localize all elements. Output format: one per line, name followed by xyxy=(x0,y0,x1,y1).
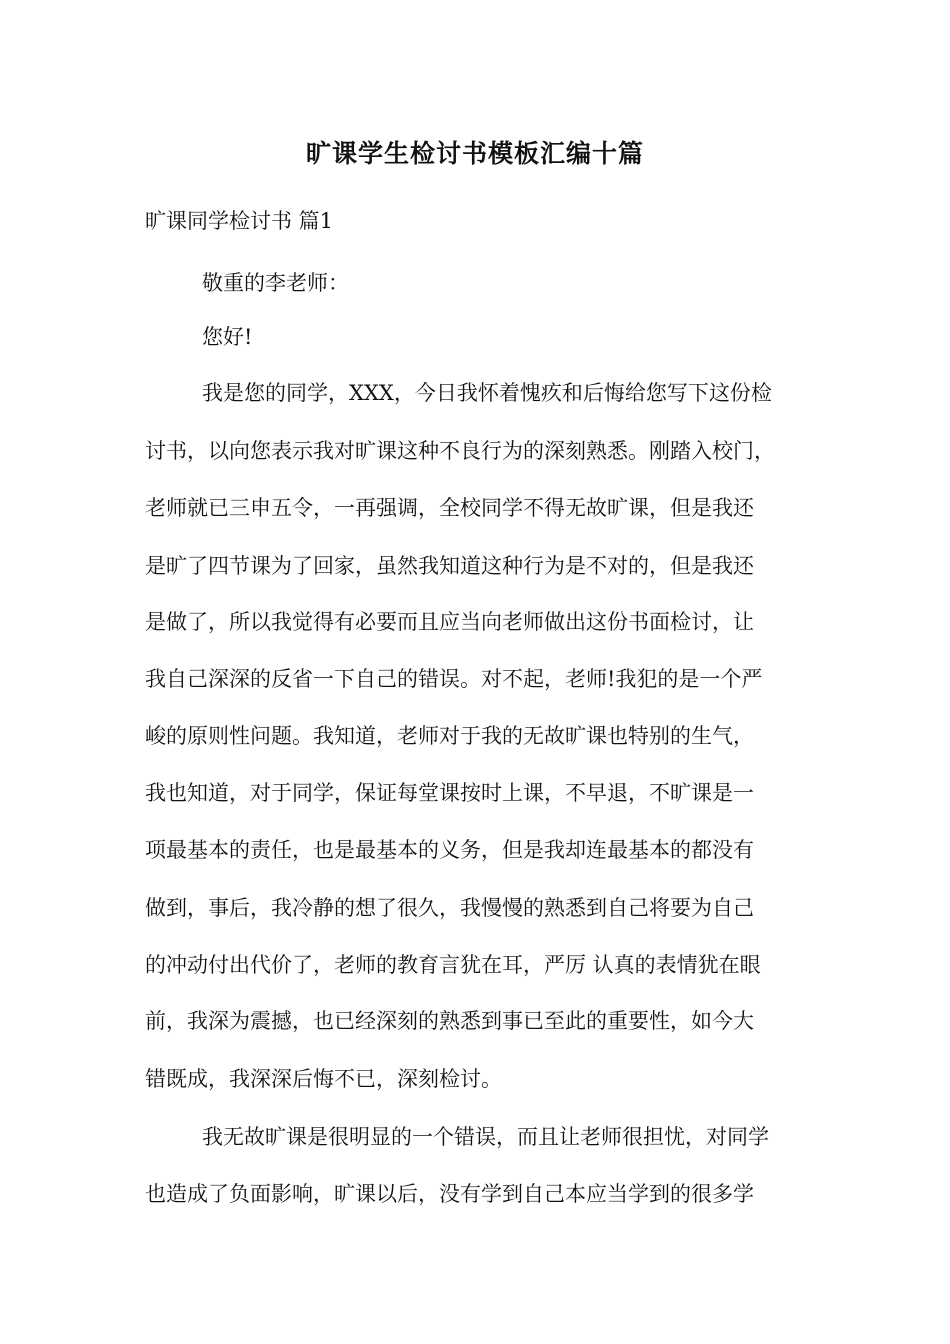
document-title: 旷课学生检讨书模板汇编十篇 xyxy=(305,139,644,168)
paragraph-line: 是做了，所以我觉得有必要而且应当向老师做出这份书面检讨，让 xyxy=(145,610,754,634)
paragraph-line: 讨书，以向您表示我对旷课这种不良行为的深刻熟悉。刚踏入校门， xyxy=(145,439,775,463)
salutation: 敬重的李老师： xyxy=(202,271,349,295)
paragraph-line: 我自己深深的反省一下自己的错误。对不起，老师!我犯的是一个严 xyxy=(145,667,763,691)
paragraph-line: 是旷了四节课为了回家，虽然我知道这种行为是不对的，但是我还 xyxy=(145,554,754,578)
paragraph-line: 我无故旷课是很明显的一个错误，而且让老师很担忧，对同学 xyxy=(202,1125,769,1149)
paragraph-line: 我也知道，对于同学，保证每堂课按时上课，不早退，不旷课是一 xyxy=(145,781,754,805)
paragraph-line: 的冲动付出代价了，老师的教育言犹在耳，严厉 认真的表情犹在眼 xyxy=(145,953,761,977)
paragraph-line: 我是您的同学，XXX，今日我怀着愧疚和后悔给您写下这份检 xyxy=(202,381,772,405)
paragraph-line: 老师就已三申五令，一再强调，全校同学不得无故旷课，但是我还 xyxy=(145,496,754,520)
paragraph-line: 错既成，我深深后悔不已，深刻检讨。 xyxy=(145,1067,502,1091)
paragraph-line: 也造成了负面影响，旷课以后，没有学到自己本应当学到的很多学 xyxy=(145,1182,754,1206)
paragraph-line: 做到，事后，我冷静的想了很久，我慢慢的熟悉到自己将要为自己 xyxy=(145,896,754,920)
section-heading: 旷课同学检讨书 篇1 xyxy=(145,209,334,233)
paragraph-line: 项最基本的责任，也是最基本的义务，但是我却连最基本的都没有 xyxy=(145,838,754,862)
paragraph-line: 前，我深为震撼，也已经深刻的熟悉到事已至此的重要性，如今大 xyxy=(145,1009,754,1033)
greeting: 您好! xyxy=(202,325,253,349)
paragraph-line: 峻的原则性问题。我知道，老师对于我的无故旷课也特别的生气， xyxy=(145,724,754,748)
